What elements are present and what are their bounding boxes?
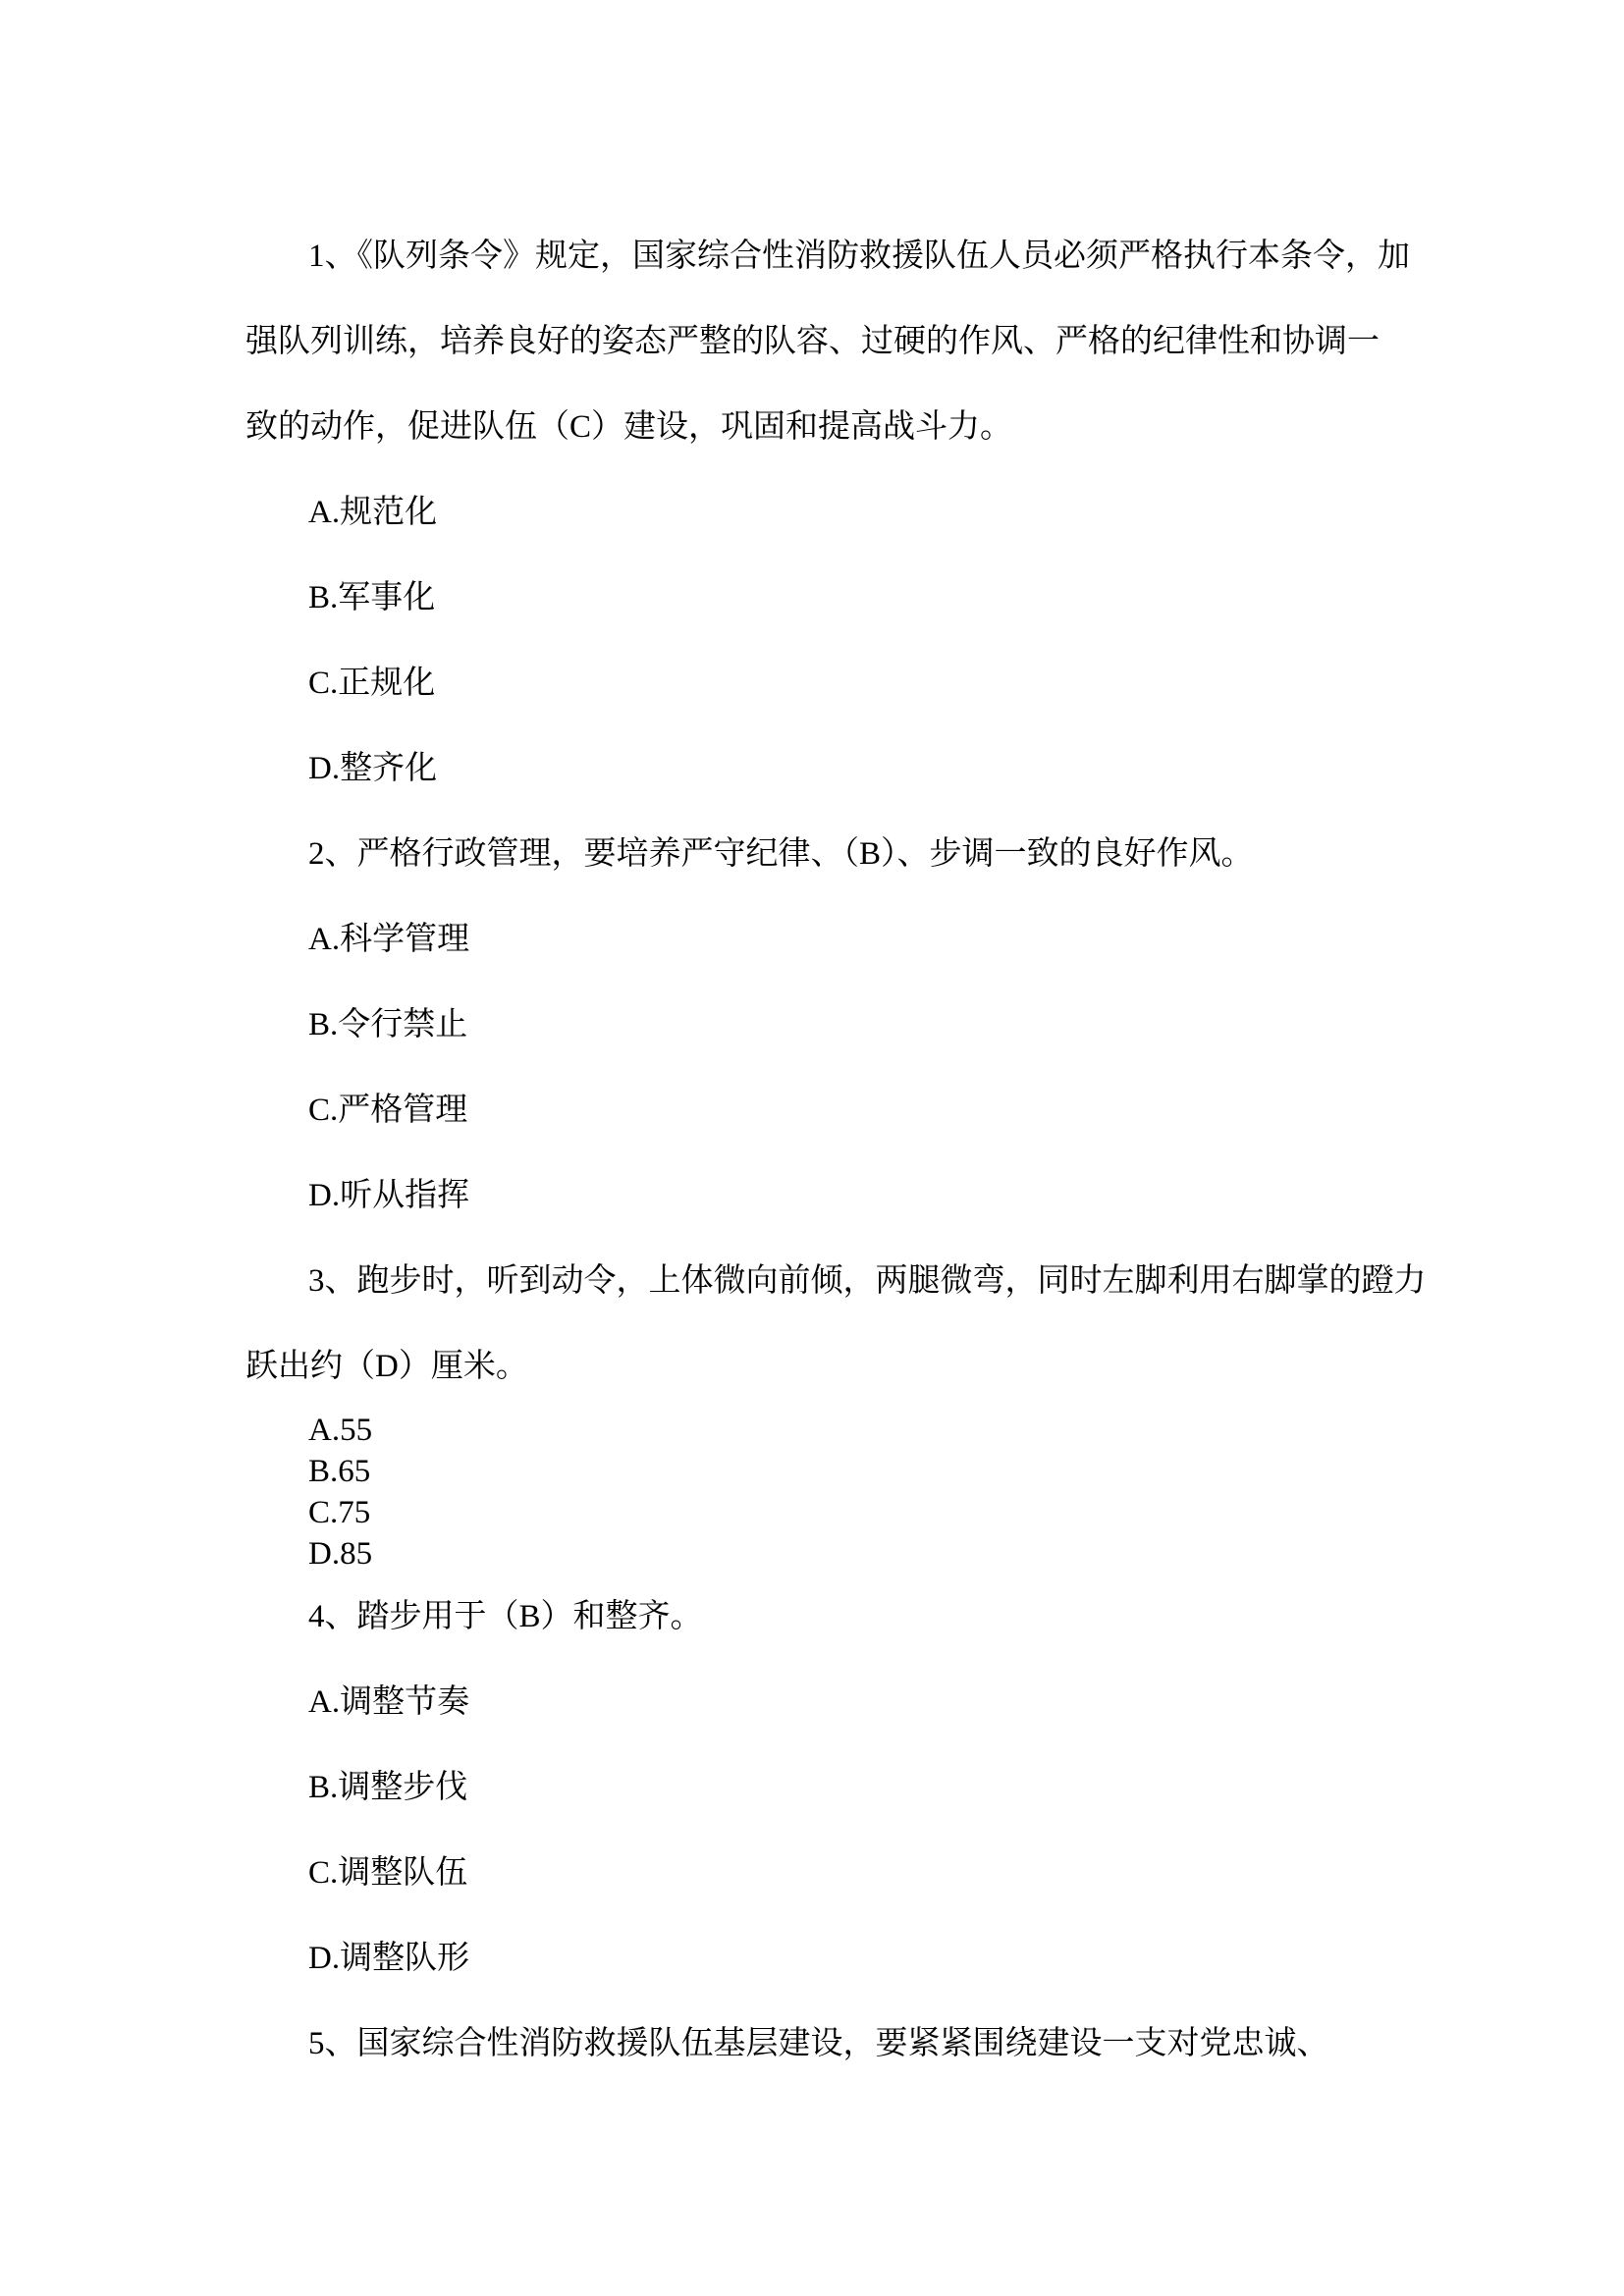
question-1-stem-line-2: 强队列训练，培养良好的姿态严整的队容、过硬的作风、严格的纪律性和协调一 [245,324,1380,359]
exam-question-document [245,214,1427,2087]
question-2-stem-line-1: 2、严格行政管理，要培养严守纪律、（B）、步调一致的良好作风。 [308,836,1254,872]
question-3-stem-line-1: 3、跑步时，听到动令，上体微向前倾，两腿微弯，同时左脚利用右脚掌的蹬力 [308,1263,1427,1299]
question-1-option-c: C.正规化 [308,666,436,701]
question-4-option-c: C.调整队伍 [308,1855,468,1891]
question-4-option-d: D.调整队形 [308,1941,470,1976]
question-3-option-a: A.55 [308,1413,373,1448]
question-1-option-d: D.整齐化 [308,751,438,786]
question-3-stem-line-2: 跃出约（D）厘米。 [245,1349,528,1384]
question-2-option-d: D.听从指挥 [308,1178,470,1213]
question-3-option-c: C.75 [308,1495,371,1530]
question-2-option-a: A.科学管理 [308,922,470,957]
question-3-option-b: B.65 [308,1454,371,1489]
question-3-option-d: D.85 [308,1536,373,1572]
question-1-stem-line-1: 1、《队列条令》规定，国家综合性消防救援队伍人员必须严格执行本条令，加 [308,239,1410,274]
question-1-option-b: B.军事化 [308,580,436,615]
question-2-option-c: C.严格管理 [308,1093,468,1128]
question-1-option-a: A.规范化 [308,495,438,530]
question-1-stem-line-3: 致的动作，促进队伍（C）建设，巩固和提高战斗力。 [245,409,1013,445]
question-5-stem-line-1: 5、国家综合性消防救援队伍基层建设，要紧紧围绕建设一支对党忠诚、 [308,2026,1329,2061]
question-4-option-a: A.调整节奏 [308,1684,470,1720]
question-4-option-b: B.调整步伐 [308,1770,468,1805]
question-4-stem-line-1: 4、踏步用于（B）和整齐。 [308,1599,703,1634]
question-2-option-b: B.令行禁止 [308,1007,468,1042]
